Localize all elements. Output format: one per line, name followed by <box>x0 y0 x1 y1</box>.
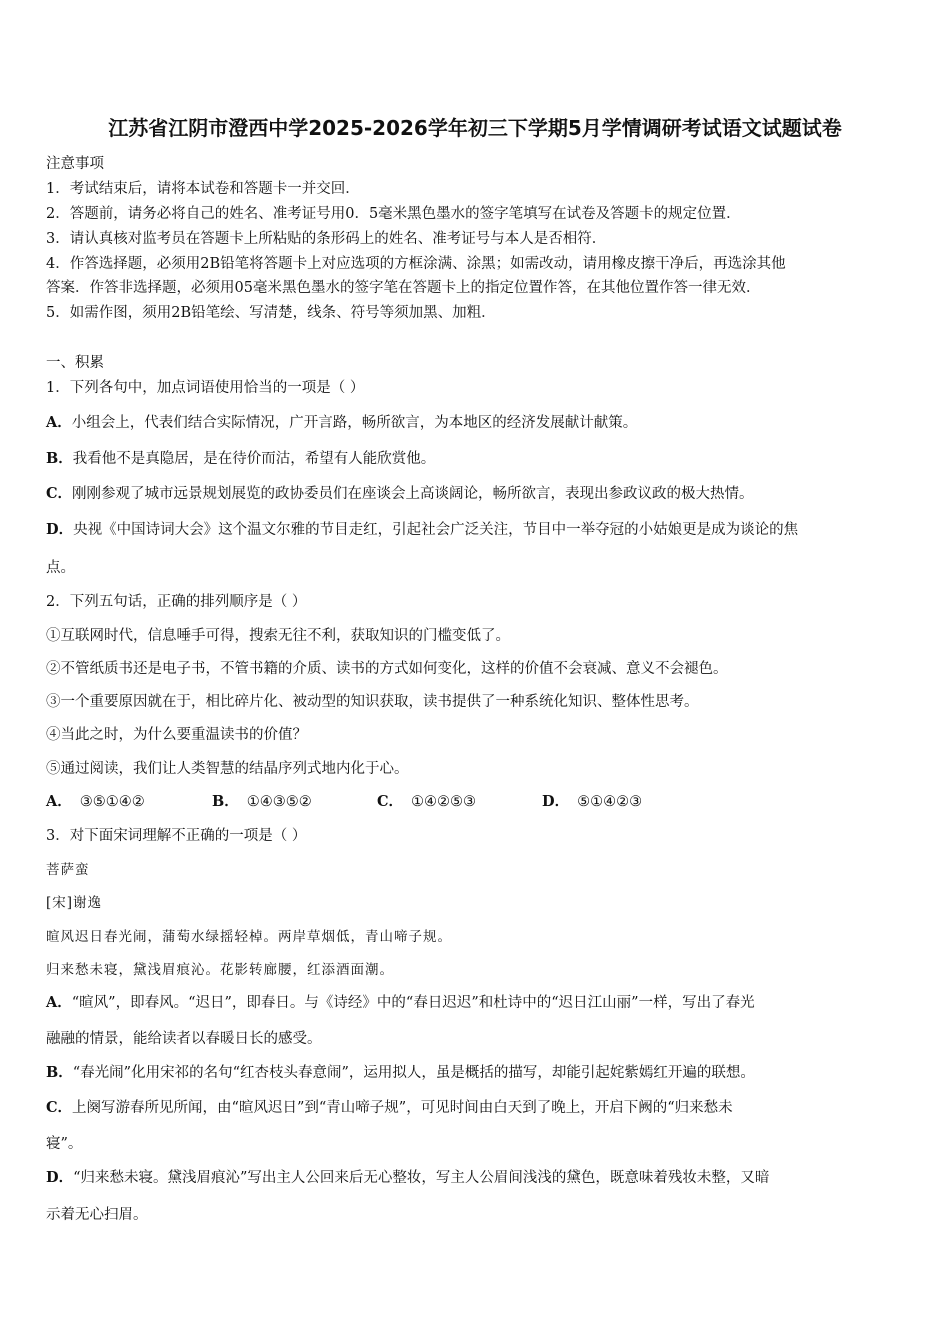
section-heading: 一、积累 <box>46 355 104 371</box>
notice-item: 1．考试结束后，请将本试卷和答题卡一并交回． <box>46 181 360 197</box>
q2-sentence: ①互联网时代，信息唾手可得，搜索无往不利，获取知识的门槛变低了。 <box>46 628 510 644</box>
page-title: 江苏省江阴市澄西中学2025-2026学年初三下学期5月学情调研考试语文试题试卷 <box>108 116 842 140</box>
poem-line: 暄风迟日春光闹，蒲萄水绿摇轻棹。两岸草烟低，青山啼子规。 <box>46 929 452 945</box>
option-text: 央视《中国诗词大会》这个温文尔雅的节目走红，引起社会广泛关注，节目中一举夺冠的小姑娘更是成为谈论的焦 <box>73 522 799 538</box>
q2-sentence: ②不管纸质书还是电子书，不管书籍的介质、读书的方式如何变化，这样的价值不会衰减、意义不会褪色。 <box>46 661 728 677</box>
q1-option-d <box>46 518 798 539</box>
option-text: ⑤①④②③ <box>577 794 643 810</box>
poem-line: 归来愁未寝，黛浅眉痕沁。花影转廊腰，红添酒面潮。 <box>46 962 394 978</box>
question-1-stem: 1．下列各句中，加点词语使用恰当的一项是（ ） <box>46 380 365 396</box>
option-text: 小组会上，代表们结合实际情况，广开言路，畅所欲言，为本地区的经济发展献计献策。 <box>71 415 638 431</box>
q2-option-b <box>212 790 312 811</box>
question-3-stem: 3．对下面宋词理解不正确的一项是（ ） <box>46 828 307 844</box>
option-text: 刚刚参观了城市远景规划展览的政协委员们在座谈会上高谈阔论，畅所欲言，表现出参政议政的极大热情。 <box>72 486 754 502</box>
q1-option-d-cont: 点。 <box>46 560 75 576</box>
option-text: “暄风”，即春风。“迟日”，即春日。与《诗经》中的“春日迟迟”和杜诗中的“迟日江山丽”一样，写出了春光 <box>71 995 755 1011</box>
poem-title: 菩萨蛮 <box>46 862 90 878</box>
q3-option-c <box>46 1096 733 1117</box>
question-2-stem: 2．下列五句话，正确的排列顺序是（ ） <box>46 594 307 610</box>
option-key: B． <box>46 1064 73 1081</box>
option-key: B． <box>212 793 239 810</box>
notice-heading: 注意事项 <box>46 156 104 172</box>
option-key: A． <box>46 414 72 431</box>
q2-sentence: ⑤通过阅读，我们让人类智慧的结晶序列式地内化于心。 <box>46 761 409 777</box>
q2-option-d <box>542 790 642 811</box>
notice-item: 3．请认真核对监考员在答题卡上所粘贴的条形码上的姓名、准考证号与本人是否相符． <box>46 231 607 247</box>
notice-item: 5．如需作图，须用2B铅笔绘、写清楚，线条、符号等须加黑、加粗． <box>46 305 496 321</box>
option-text: “春光闹”化用宋祁的名句“红杏枝头春意闹”，运用拟人，虽是概括的描写，却能引起姹紫嫣红开遍的联想。 <box>72 1065 755 1081</box>
q2-option-c <box>377 790 476 811</box>
option-key: B． <box>46 450 73 467</box>
option-key: D． <box>46 1169 74 1186</box>
option-key: D． <box>46 521 74 538</box>
q3-option-a <box>46 991 755 1012</box>
q3-option-a-cont: 融融的情景，能给读者以春暖日长的感受。 <box>46 1031 322 1047</box>
option-key: A． <box>46 793 72 810</box>
option-key: D． <box>542 793 570 810</box>
option-key: C． <box>377 793 404 810</box>
option-text: 我看他不是真隐居，是在待价而沽，希望有人能欣赏他。 <box>72 451 436 467</box>
q3-option-d <box>46 1166 769 1187</box>
q2-sentence: ④当此之时，为什么要重温读书的价值？ <box>46 727 307 743</box>
q3-option-c-cont: 寝”。 <box>46 1136 83 1152</box>
q1-option-c <box>46 482 754 503</box>
q2-option-a <box>46 790 145 811</box>
option-key: C． <box>46 1099 73 1116</box>
option-key: C． <box>46 485 73 502</box>
option-key: A． <box>46 994 72 1011</box>
q2-sentence: ③一个重要原因就在于，相比碎片化、被动型的知识获取，读书提供了一种系统化知识、整体性思考。 <box>46 694 699 710</box>
option-text: ③⑤①④② <box>79 794 145 810</box>
option-text: ①④③⑤② <box>246 794 312 810</box>
option-text: “归来愁未寝。黛浅眉痕沁”写出主人公回来后无心整妆，写主人公眉间浅浅的黛色，既意味着残妆未整，又暗 <box>73 1170 770 1186</box>
q3-option-d-cont: 示着无心扫眉。 <box>46 1207 148 1223</box>
poem-author: [宋]谢逸 <box>46 895 103 911</box>
notice-item: 答案．作答非选择题，必须用05毫米黑色墨水的签字笔在答题卡上的指定位置作答，在其他位置作答一律无效． <box>46 280 761 296</box>
notice-item: 2．答题前，请务必将自己的姓名、准考证号用0．5毫米黑色墨水的签字笔填写在试卷及答题卡的规定位置． <box>46 206 741 222</box>
q3-option-b <box>46 1061 755 1082</box>
q1-option-b <box>46 447 435 468</box>
option-text: 上阕写游春所见所闻，由“暄风迟日”到“青山啼子规”，可见时间由白天到了晚上，开启下阙的“归来愁未 <box>72 1100 733 1116</box>
q1-option-a <box>46 411 637 432</box>
option-text: ①④②⑤③ <box>411 794 477 810</box>
notice-item: 4．作答选择题，必须用2B铅笔将答题卡上对应选项的方框涂满、涂黑；如需改动，请用橡皮擦干净后，再选涂其他 <box>46 256 786 272</box>
